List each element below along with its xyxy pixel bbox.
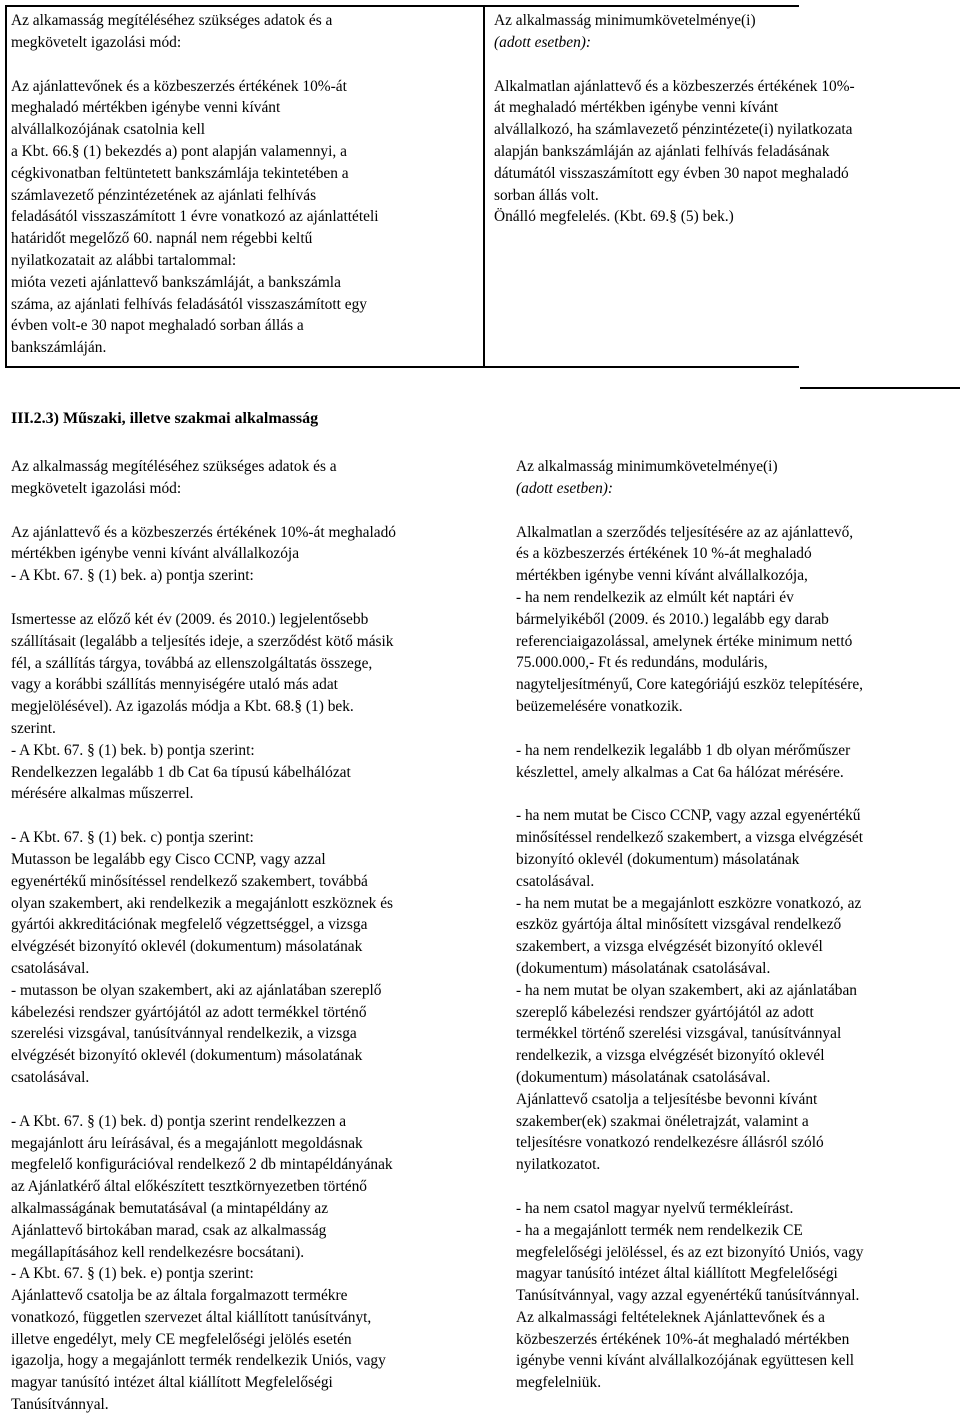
text-line: teljesítésre vonatkozó rendelkezésre állásról szóló: [516, 1134, 824, 1152]
text-line: közbeszerzés értékének 10%-át meghaladó mértékben: [516, 1330, 850, 1348]
text-line: Az alkamasság megítéléséhez szükséges adatok és a: [11, 12, 333, 29]
financial-minimum-heading: Az alkalmasság minimumkövetelménye(i): [494, 12, 756, 29]
technical-minimum-block: [516, 1198, 950, 1394]
financial-minimum-column: [494, 10, 944, 228]
text-line: feladásától visszaszámított 1 évre vonatkozó az ajánlattételi: [11, 208, 379, 226]
text-line: igénybe venni kívánt alvállalkozójának együttesen kell: [516, 1352, 855, 1370]
text-line: száma, az ajánlati felhívás feladásától visszaszámított egy: [11, 295, 367, 313]
technical-minimum-note: (adott esetben):: [516, 479, 614, 497]
technical-minimum-block: [516, 805, 950, 1176]
text-line: cégkivonatban feltüntetett bankszámlája tekintetében a: [11, 164, 349, 182]
text-line: Tanúsítvánnyal.: [11, 1396, 109, 1414]
text-line: megfelelőségi jelöléssel, és az ezt bizonyító Uniós, vagy: [516, 1243, 864, 1261]
text-line: Ajánlattevő csatolja be az általa forgalmazott termékre: [11, 1287, 348, 1305]
technical-proof-block: [11, 827, 491, 1089]
text-line: csatolásával.: [11, 959, 90, 977]
text-line: Az alkalmassági feltételeknek Ajánlattevőnek és a: [516, 1308, 825, 1326]
text-line: készlettel, amely alkalmas a Cat 6a hálózat mérésére.: [516, 763, 844, 781]
text-line: - ha a megajánlott termék nem rendelkezik CE: [516, 1221, 803, 1239]
text-line: szállításait (legalább a teljesítés ideje, a szerződést kötő másik: [11, 632, 394, 650]
text-line: megfelelniük.: [516, 1374, 602, 1392]
text-line: szerelési vizsgával, tanúsítvánnyal rendelkezik, a vizsga: [11, 1025, 357, 1043]
text-line: referenciaigazolással, amelynek értéke minimum nettó: [516, 632, 853, 650]
text-line: megkövetelt igazolási mód:: [11, 33, 182, 51]
text-line: bármelyikéből (2009. és 2010.) legalább egy darab: [516, 610, 829, 628]
text-line: évben volt-e 30 napot meghaladó sorban állás a: [11, 317, 304, 335]
text-line: csatolásával.: [11, 1068, 90, 1086]
text-line: számlavezető pénzintézetének az ajánlati felhívás: [11, 186, 317, 204]
text-line: Alkalmatlan a szerződés teljesítésére az az ajánlattevő,: [516, 523, 854, 541]
text-line: dátumától visszaszámított egy évben 30 napot meghaladó: [494, 164, 849, 182]
text-line: - A Kbt. 67. § (1) bek. c) pontja szerint:: [11, 829, 254, 847]
text-line: alapján bankszámláján az ajánlati felhívás feladásának: [494, 142, 830, 160]
text-line: Ajánlattevő csatolja a teljesítésbe bevonni kívánt: [516, 1090, 818, 1108]
text-line: termékkel történő szerelési vizsgával, tanúsítvánnyal: [516, 1025, 842, 1043]
technical-proof-heading: [11, 456, 491, 500]
text-line: nyilatkozatait az alábbi tartalommal:: [11, 251, 237, 269]
text-line: magyar tanúsító intézet által kiállított Megfelelőségi: [516, 1265, 838, 1283]
text-line: megkövetelt igazolási mód:: [11, 479, 182, 497]
technical-minimum-heading: Az alkalmasság minimumkövetelménye(i): [516, 458, 778, 475]
text-line: olyan szakembert, aki rendelkezik a megajánlott eszköznek és: [11, 894, 394, 912]
text-line: megállapításához kell rendelkezésre bocsátani).: [11, 1243, 305, 1261]
text-line: át meghaladó mértékben igénybe venni kívánt: [494, 99, 779, 117]
text-line: mértékben igénybe venni kívánt alvállalkozója,: [516, 567, 808, 585]
text-line: Alkalmatlan ajánlattevő és a közbeszerzés értékének 10%-: [494, 77, 855, 95]
text-line: - A Kbt. 67. § (1) bek. d) pontja szerint rendelkezzen a: [11, 1112, 347, 1130]
text-line: (dokumentum) másolatának csatolásával.: [516, 1068, 771, 1086]
text-line: mértékben igénybe venni kívánt alvállalkozója: [11, 545, 300, 563]
text-line: Tanúsítvánnyal, vagy azzal egyenértékű tanúsítvánnyal.: [516, 1287, 860, 1305]
financial-proof-text: [11, 76, 479, 359]
text-line: fél, a szállítás tárgya, továbbá az ellenszolgáltatás összege,: [11, 654, 373, 672]
text-line: alkalmasságának bemutatásával (a mintapéldány az: [11, 1199, 329, 1217]
text-line: Ajánlattevő birtokában marad, csak az alkalmasság: [11, 1221, 327, 1239]
text-line: meghaladó mértékben igénybe venni kívánt: [11, 99, 281, 117]
financial-proof-heading: [11, 10, 479, 54]
financial-minimum-note: (adott esetben):: [494, 33, 592, 51]
text-line: egyenértékű minősítéssel rendelkező szakembert, továbbá: [11, 872, 368, 890]
text-line: nagyteljesítményű, Core kategóriájú eszköz telepítésére,: [516, 676, 864, 694]
technical-minimum-block: [516, 522, 950, 718]
text-line: határidőt megelőző 60. napnál nem régebbi keltű: [11, 230, 313, 248]
text-line: az Ajánlatkérő által előkészített tesztkörnyezetben történő: [11, 1178, 367, 1196]
text-line: vonatkozó, független szervezet által kiállított tanúsítványt,: [11, 1308, 372, 1326]
technical-minimum-column: [516, 456, 950, 1394]
text-line: 75.000.000,- Ft és redundáns, moduláris,: [516, 654, 768, 672]
text-line: bankszámláján.: [11, 339, 107, 357]
text-line: igazolja, hogy a megajánlott termék rendelkezik Uniós, vagy: [11, 1352, 386, 1370]
text-line: Az ajánlattevőnek és a közbeszerzés értékének 10%-át: [11, 77, 347, 95]
text-line: rendelkezik, a vizsga elvégzését bizonyító oklevél: [516, 1047, 825, 1065]
text-line: - ha nem rendelkezik az elmúlt két naptári év: [516, 588, 794, 606]
technical-proof-block: [11, 522, 491, 587]
technical-proof-column: [11, 456, 491, 1416]
technical-minimum-block: [516, 740, 950, 784]
text-line: Önálló megfelelés. (Kbt. 69.§ (5) bek.): [494, 208, 734, 226]
text-line: csatolásával.: [516, 872, 595, 890]
text-line: eszköz gyártója által minősített vizsgával rendelkező: [516, 916, 842, 934]
text-line: nyilatkozatot.: [516, 1156, 601, 1174]
text-line: Mutasson be legalább egy Cisco CCNP, vagy azzal: [11, 850, 326, 868]
text-line: - ha nem mutat be Cisco CCNP, vagy azzal egyenértékű: [516, 807, 861, 825]
text-line: szakembert, a vizsga elvégzését bizonyító oklevél: [516, 938, 823, 956]
text-line: a Kbt. 66.§ (1) bekezdés a) pont alapján valamennyi, a: [11, 142, 347, 160]
text-line: alvállalkozójának csatolnia kell: [11, 121, 206, 139]
text-line: elvégzését bizonyító oklevél (dokumentum) másolatának: [11, 938, 363, 956]
text-line: szerint.: [11, 719, 56, 737]
table-column-divider: [483, 5, 485, 368]
text-line: bizonyító oklevél (dokumentum) másolatának: [516, 850, 800, 868]
text-line: szereplő kábelezési rendszer gyártójától az adott: [516, 1003, 814, 1021]
text-line: Rendelkezzen legalább 1 db Cat 6a típusú kábelhálózat: [11, 763, 351, 781]
text-line: - A Kbt. 67. § (1) bek. b) pontja szerint:: [11, 741, 255, 759]
financial-minimum-text: [494, 76, 944, 229]
text-line: - ha nem mutat be olyan szakembert, aki az ajánlatában: [516, 981, 858, 999]
text-line: illetve engedélyt, mely CE megfelelőségi jelölés esetén: [11, 1330, 352, 1348]
text-line: - A Kbt. 67. § (1) bek. a) pontja szerint:: [11, 567, 254, 585]
text-line: Az ajánlattevő és a közbeszerzés értékének 10%-át meghaladó: [11, 523, 396, 541]
text-line: beüzemelésére vonatkozik.: [516, 697, 683, 715]
text-line: Ismertesse az előző két év (2009. és 2010.) legjelentősebb: [11, 610, 369, 628]
text-line: megfelelő konfigurációval rendelkező 2 db mintapéldányának: [11, 1156, 393, 1174]
text-line: mióta vezeti ajánlattevő bankszámláját, a bankszámla: [11, 273, 341, 291]
section-divider-line: [800, 387, 960, 389]
section-title: III.2.3) Műszaki, illetve szakmai alkalmasság: [11, 410, 319, 427]
text-line: kábelezési rendszer gyártójától az adott termékkel történő: [11, 1003, 367, 1021]
text-line: - mutasson be olyan szakembert, aki az ajánlatában szereplő: [11, 981, 382, 999]
technical-proof-block: [11, 609, 491, 805]
text-line: mérésére alkalmas műszerrel.: [11, 785, 194, 803]
text-line: alvállalkozó, ha számlavezető pénzintézete(i) nyilatkozata: [494, 121, 853, 139]
text-line: - ha nem csatol magyar nyelvű termékleírást.: [516, 1199, 794, 1217]
text-line: - A Kbt. 67. § (1) bek. e) pontja szerint:: [11, 1265, 254, 1283]
text-line: magyar tanúsító intézet által kiállított Megfelelőségi: [11, 1374, 333, 1392]
text-line: sorban állás volt.: [494, 186, 599, 204]
text-line: gyártói akkreditációnak megfelelő végzettséggel, a vizsga: [11, 916, 368, 934]
text-line: megjelölésével). Az igazolás módja a Kbt. 68.§ (1) bek.: [11, 698, 354, 716]
text-line: elvégzését bizonyító oklevél (dokumentum) másolatának: [11, 1047, 363, 1065]
financial-proof-column: [11, 10, 479, 359]
text-line: és a közbeszerzés értékének 10 %-át meghaladó: [516, 545, 812, 563]
text-line: - ha nem rendelkezik legalább 1 db olyan mérőműszer: [516, 741, 851, 759]
text-line: vagy a korábbi szállítás mennyiségére utaló más adat: [11, 676, 338, 694]
text-line: (dokumentum) másolatának csatolásával.: [516, 959, 771, 977]
technical-proof-block: [11, 1111, 491, 1416]
text-line: megajánlott áru leírásával, és a megajánlott megoldásnak: [11, 1134, 363, 1152]
text-line: minősítéssel rendelkező szakembert, a vizsga elvégzését: [516, 829, 864, 847]
text-line: szakember(ek) szakmai önéletrajzát, valamint a: [516, 1112, 809, 1130]
text-line: - ha nem mutat be a megajánlott eszközre vonatkozó, az: [516, 894, 862, 912]
text-line: Az alkalmasság megítéléséhez szükséges adatok és a: [11, 458, 337, 475]
